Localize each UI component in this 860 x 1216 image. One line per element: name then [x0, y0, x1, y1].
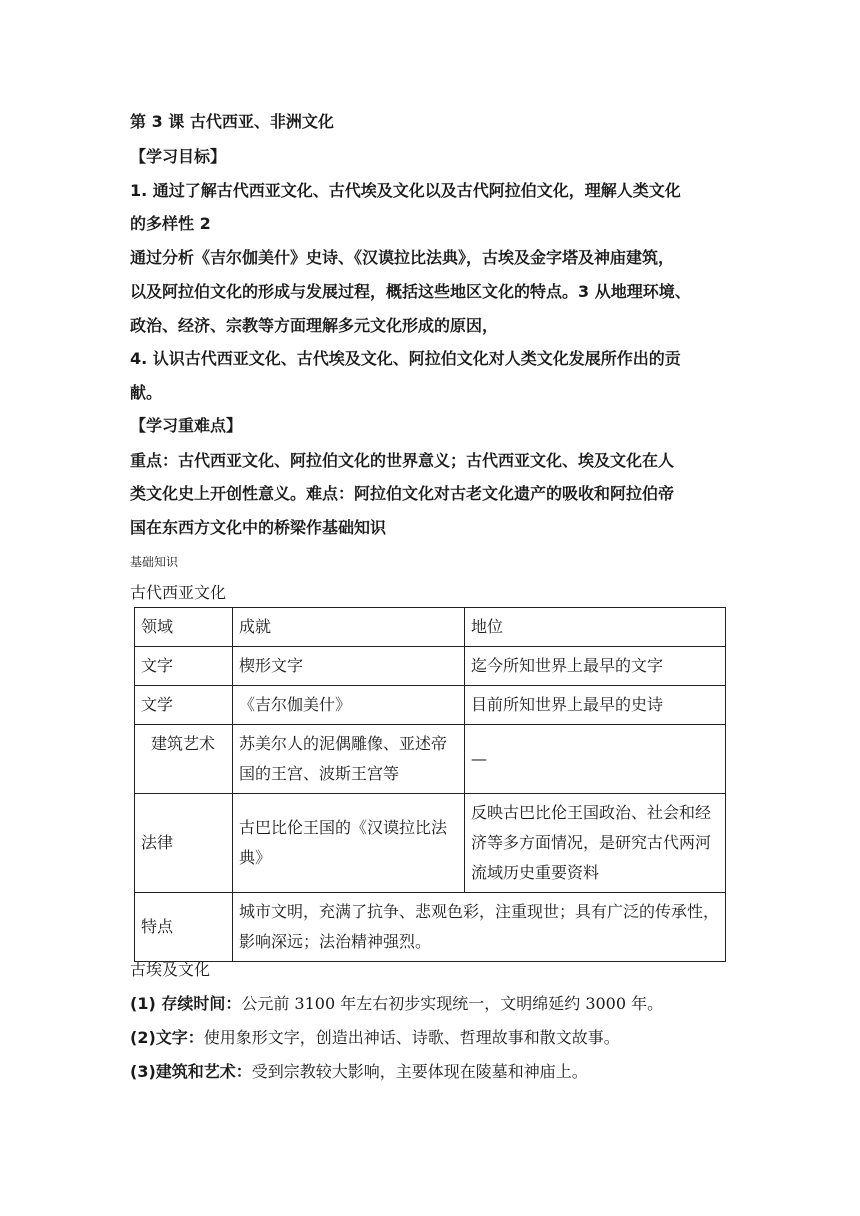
objective-line: 通过分析《吉尔伽美什》史诗、《汉谟拉比法典》，古埃及金字塔及神庙建筑， [130, 248, 675, 267]
egypt-item-label: (3)建筑和艺术： [130, 1062, 252, 1081]
table-row [135, 647, 726, 686]
table-row [135, 686, 726, 725]
cell-field: 法律 [135, 794, 233, 893]
cell-status: 迄今所知世界上最早的文字 [465, 647, 726, 686]
cell-achievement: 古巴比伦王国的《汉谟拉比法典》 [233, 794, 465, 893]
cell-field: 文字 [135, 647, 233, 686]
keypoint-line: 重点：古代西亚文化、阿拉伯文化的世界意义；古代西亚文化、埃及文化在人 [130, 451, 675, 470]
egypt-item [130, 1062, 730, 1082]
west-asia-table [134, 607, 726, 962]
header-status: 地位 [465, 608, 726, 647]
table-header-row [135, 608, 726, 647]
basic-knowledge-label: 基础知识 [130, 555, 179, 569]
table-row-traits [135, 893, 726, 962]
table-row [135, 725, 726, 794]
egypt-item [130, 994, 730, 1014]
objective-line: 以及阿拉伯文化的形成与发展过程，概括这些地区文化的特点。3 从地理环境、 [130, 282, 691, 301]
table-row [135, 794, 726, 893]
objective-line: 政治、经济、宗教等方面理解多元文化形成的原因， [130, 316, 499, 335]
egypt-item-label: (2)文字： [130, 1028, 204, 1047]
egypt-item [130, 1028, 730, 1048]
cell-traits-label: 特点 [135, 893, 233, 962]
cell-field: 文学 [135, 686, 233, 725]
cell-status: 目前所知世界上最早的史诗 [465, 686, 726, 725]
west-asia-heading: 古代西亚文化 [130, 583, 227, 602]
objective-line: 的多样性 2 [130, 214, 211, 233]
objective-line: 4. 认识古代西亚文化、古代埃及文化、阿拉伯文化对人类文化发展所作出的贡 [130, 349, 681, 368]
header-achievement: 成就 [233, 608, 465, 647]
keypoints-heading: 【学习重难点】 [130, 416, 243, 435]
keypoint-line: 国在东西方文化中的桥梁作基础知识 [130, 518, 387, 537]
cell-field: 建筑艺术 [135, 725, 233, 794]
cell-achievement: 苏美尔人的泥偶雕像、亚述帝国的王宫、波斯王宫等 [233, 725, 465, 794]
header-field: 领域 [135, 608, 233, 647]
cell-achievement: 《吉尔伽美什》 [233, 686, 465, 725]
cell-status: 反映古巴比伦王国政治、社会和经济等多方面情况，是研究古代两河流域历史重要资料 [465, 794, 726, 893]
objective-line: 1. 通过了解古代西亚文化、古代埃及文化以及古代阿拉伯文化，理解人类文化 [130, 181, 681, 200]
egypt-item-text: 使用象形文字，创造出神话、诗歌、哲理故事和散文故事。 [203, 1028, 620, 1047]
lesson-title: 第 3 课 古代西亚、非洲文化 [130, 112, 334, 131]
egypt-heading: 古埃及文化 [130, 960, 211, 979]
egypt-item-label: (1) 存续时间： [130, 994, 242, 1013]
cell-achievement: 楔形文字 [233, 647, 465, 686]
egypt-item-text: 公元前 3100 年左右初步实现统一，文明绵延约 3000 年。 [241, 994, 664, 1013]
objective-line: 献。 [130, 383, 163, 402]
egypt-item-text: 受到宗教较大影响，主要体现在陵墓和神庙上。 [251, 1062, 588, 1081]
keypoint-line: 类文化史上开创性意义。难点：阿拉伯文化对古老文化遗产的吸收和阿拉伯帝 [130, 484, 675, 503]
cell-status: — [465, 725, 726, 794]
cell-traits-text: 城市文明，充满了抗争、悲观色彩，注重现世；具有广泛的传承性，影响深远；法治精神强烈。 [233, 893, 726, 962]
objectives-heading: 【学习目标】 [130, 147, 227, 166]
